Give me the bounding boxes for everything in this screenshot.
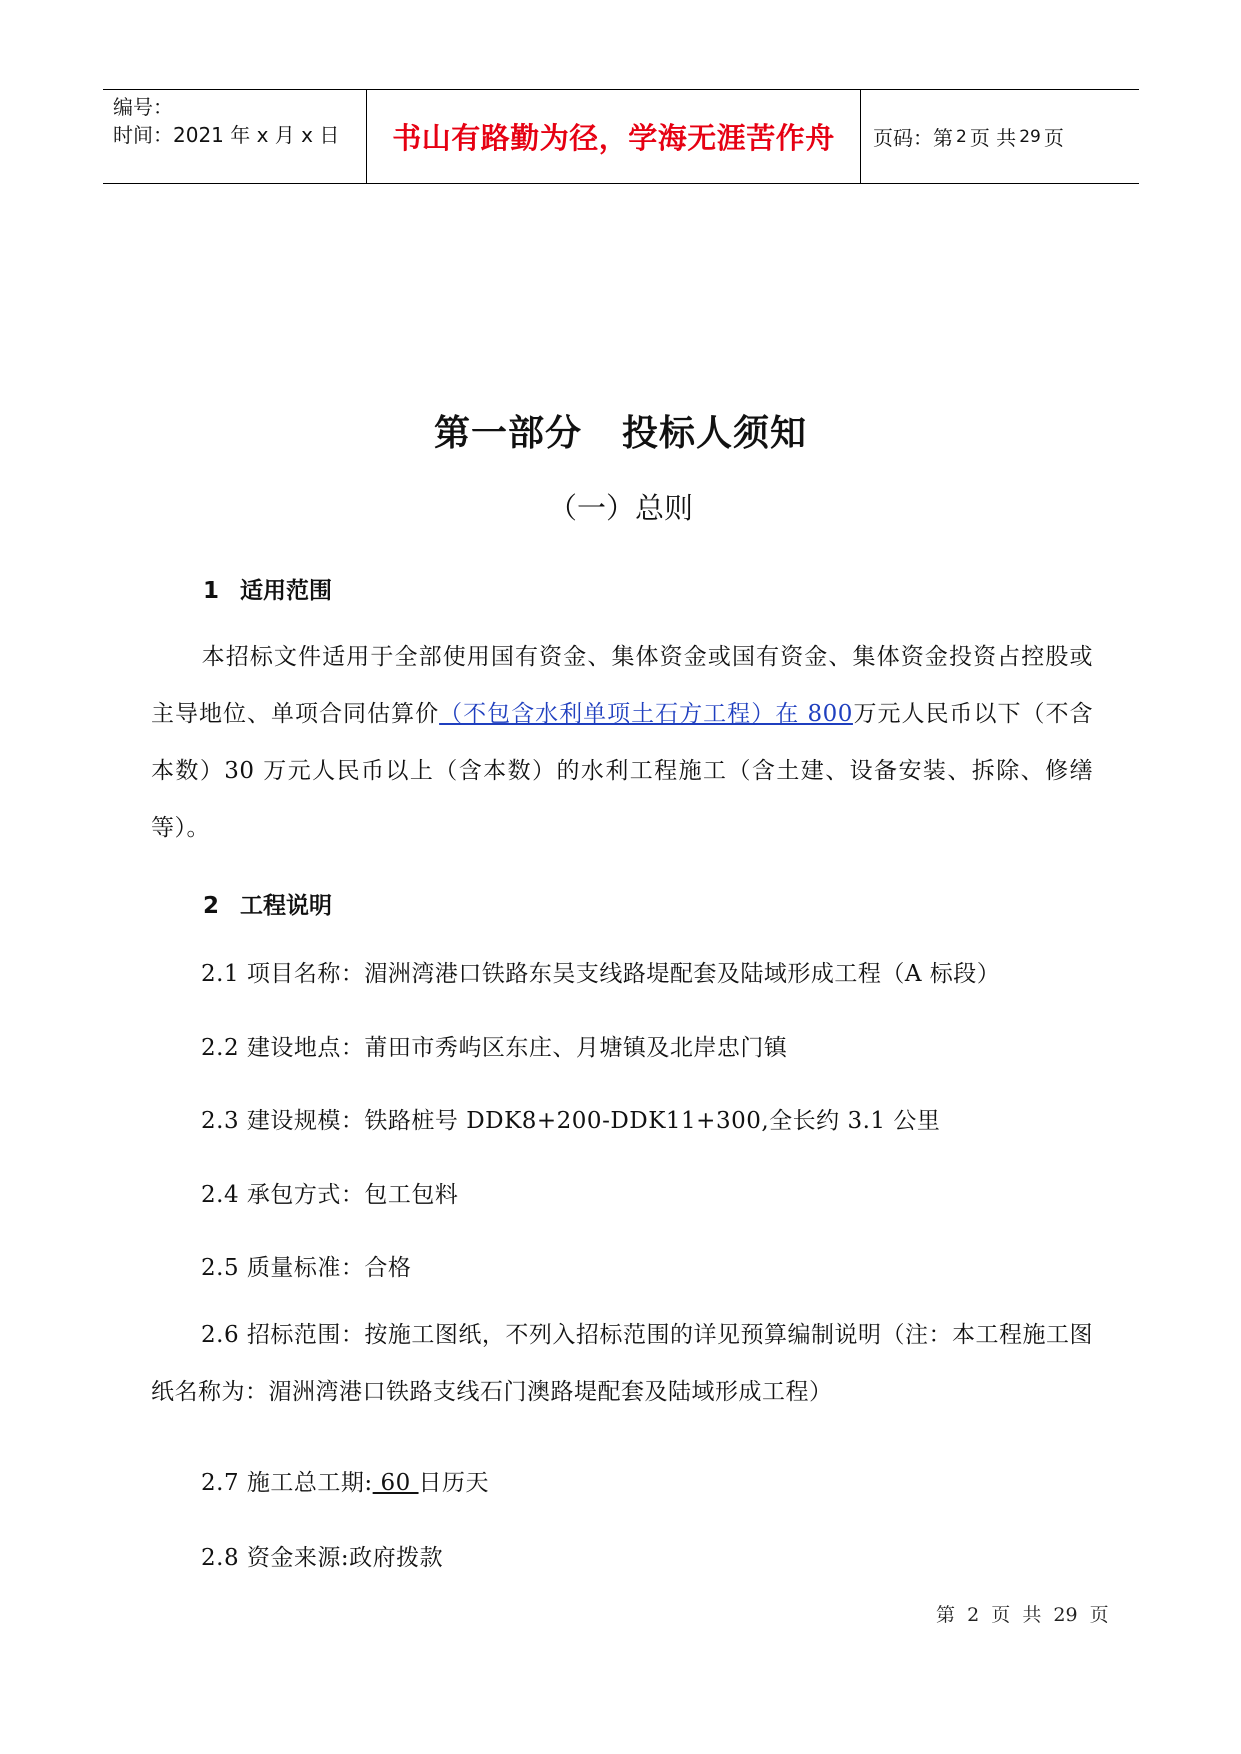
document-subtitle: （一）总则	[547, 491, 693, 525]
page-current: 2	[956, 126, 967, 147]
section-title: 适用范围	[240, 578, 332, 604]
item-2-7-suffix: 日历天	[418, 1470, 490, 1496]
number-label: 编号：	[113, 95, 173, 119]
section-heading-1	[203, 572, 332, 605]
header-motto-cell	[367, 90, 861, 183]
item-2-1: 2.1 项目名称：湄洲湾港口铁路东吴支线路堤配套及陆域形成工程（A 标段）	[201, 961, 1001, 987]
item-2-3: 2.3 建设规模：铁路桩号 DDK8+200-DDK11+300,全长约 3.1 公里	[201, 1108, 941, 1134]
header-page-number	[861, 90, 1139, 183]
motto: 书山有路勤为径，学海无涯苦作舟	[392, 121, 835, 155]
page-header	[103, 89, 1139, 184]
page-footer: 第 2 页 共 29 页	[936, 1604, 1109, 1626]
item-2-2: 2.2 建设地点：莆田市秀屿区东庄、月塘镇及北岸忠门镇	[201, 1035, 788, 1061]
section-1-paragraph	[151, 629, 1093, 857]
section-number: 1	[203, 578, 220, 604]
item-2-4: 2.4 承包方式：包工包料	[201, 1182, 459, 1208]
item-2-7-prefix: 2.7 施工总工期:	[201, 1470, 373, 1496]
time-label: 时间：2021 年 x 月 x 日	[113, 123, 340, 147]
title-main: 投标人须知	[622, 413, 808, 454]
section-title: 工程说明	[240, 893, 332, 919]
paragraph-text-a: 本招标文件适用于全部使用国有资金、集体资金或国有资金、集体资金投资占控股或主导地位、单项合同估算价	[151, 644, 1093, 727]
page-label-prefix: 页码：第	[873, 126, 953, 150]
item-2-7-value: 60	[372, 1470, 419, 1496]
item-2-6-text: 2.6 招标范围：按施工图纸，不列入招标范围的详见预算编制说明（注：本工程施工图纸名称为：湄洲湾港口铁路支线石门澳路堤配套及陆域形成工程）	[151, 1322, 1093, 1405]
section-number: 2	[203, 893, 220, 919]
paragraph-link[interactable]: （不包含水利单项土石方工程）在 800	[439, 701, 853, 727]
item-2-8: 2.8 资金来源:政府拨款	[201, 1545, 444, 1571]
page-label-mid: 页 共	[969, 126, 1017, 150]
title-part: 第一部分	[433, 413, 582, 454]
item-2-6	[151, 1307, 1093, 1421]
document-title	[0, 405, 1241, 456]
item-2-7	[201, 1464, 489, 1497]
page-label-suffix: 页	[1043, 126, 1064, 150]
header-meta	[103, 90, 367, 183]
item-2-5: 2.5 质量标准：合格	[201, 1255, 412, 1281]
section-heading-2	[203, 887, 332, 920]
paragraph-text-b: 万元人民币以下（不含本数）30 万元人民币以上（含本数）的水利工程施工（含土建、设备安装、拆除、修缮等）。	[151, 701, 1094, 841]
page-total: 29	[1019, 126, 1041, 147]
